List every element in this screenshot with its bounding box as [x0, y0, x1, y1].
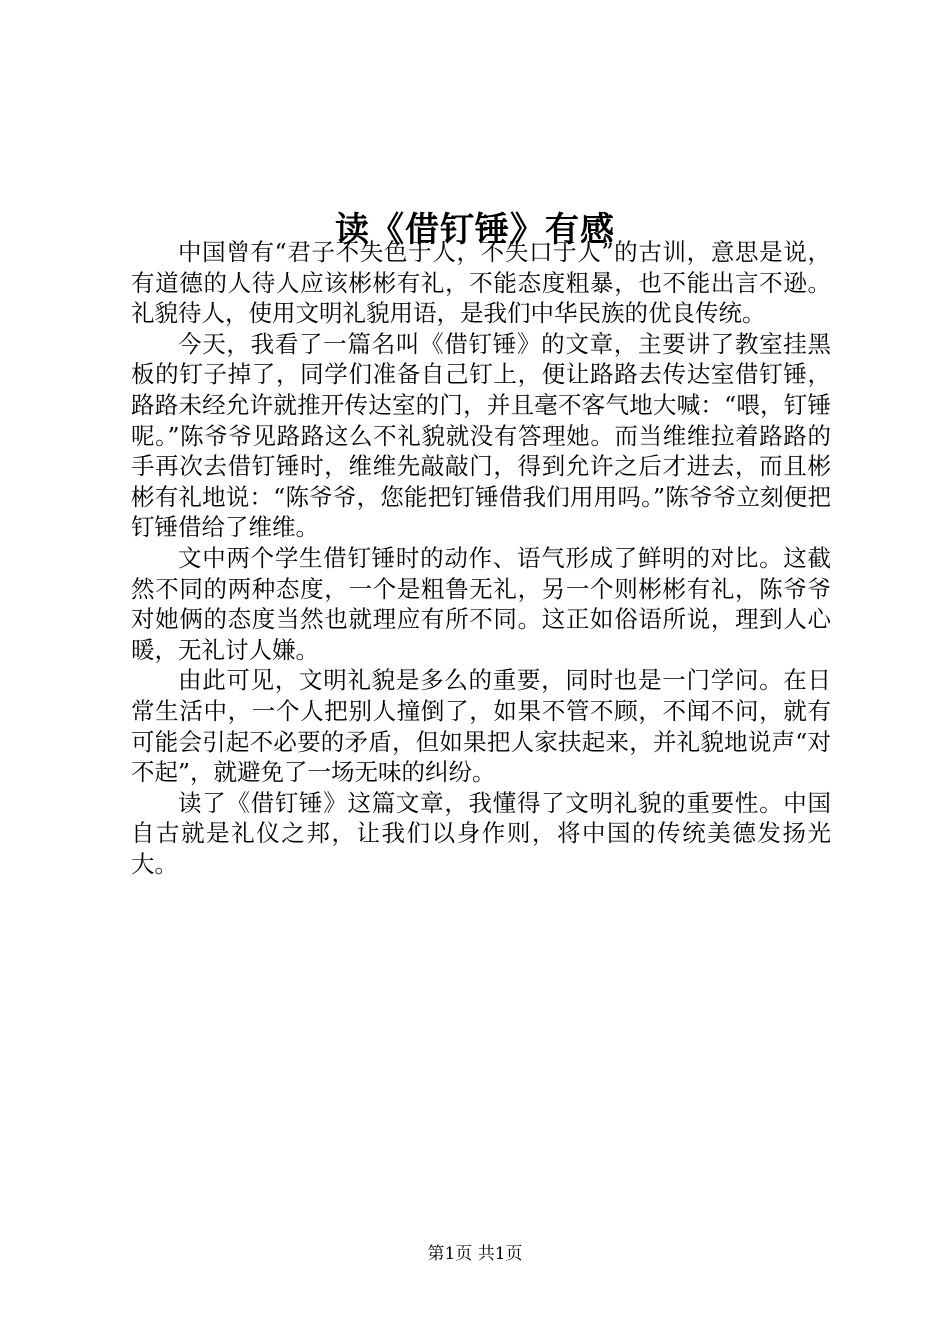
paragraph: 读了《借钉锤》这篇文章，我懂得了文明礼貌的重要性。中国自古就是礼仪之邦，让我们以身作则，将中国的传统美德发扬光大。	[131, 788, 831, 878]
paragraph: 中国曾有“君子不失色于人，不失口于人”的古训，意思是说，有道德的人待人应该彬彬有礼，不能态度粗暴，也不能出言不逊。礼貌待人，使用文明礼貌用语，是我们中华民族的优良传统。	[131, 238, 831, 328]
paragraph: 文中两个学生借钉锤时的动作、语气形成了鲜明的对比。这截然不同的两种态度，一个是粗鲁无礼，另一个则彬彬有礼，陈爷爷对她俩的态度当然也就理应有所不同。这正如俗语所说，理到人心暖，无礼讨人嫌。	[131, 543, 831, 664]
page-title: 读《借钉锤》有感	[335, 209, 615, 250]
document-body	[131, 237, 831, 879]
paragraph: 今天，我看了一篇名叫《借钉锤》的文章，主要讲了教室挂黑板的钉子掉了，同学们准备自己钉上，便让路路去传达室借钉锤，路路未经允许就推开传达室的门，并且毫不客气地大喊：“喂，钉锤呢。”陈爷爷见路路这么不礼貌就没有答理她。而当维维拉着路路的手再次去借钉锤时，维维先敲敲门，得到允许之后才进去，而且彬彬有礼地说：“陈爷爷，您能把钉锤借我们用用吗。”陈爷爷立刻便把钉锤借给了维维。	[131, 329, 831, 542]
page-footer: 第1页 共1页	[427, 1244, 523, 1264]
paragraph: 由此可见，文明礼貌是多么的重要，同时也是一门学问。在日常生活中，一个人把别人撞倒了，如果不管不顾，不闻不问，就有可能会引起不必要的矛盾，但如果把人家扶起来，并礼貌地说声“对不起”，就避免了一场无味的纠纷。	[131, 666, 831, 787]
